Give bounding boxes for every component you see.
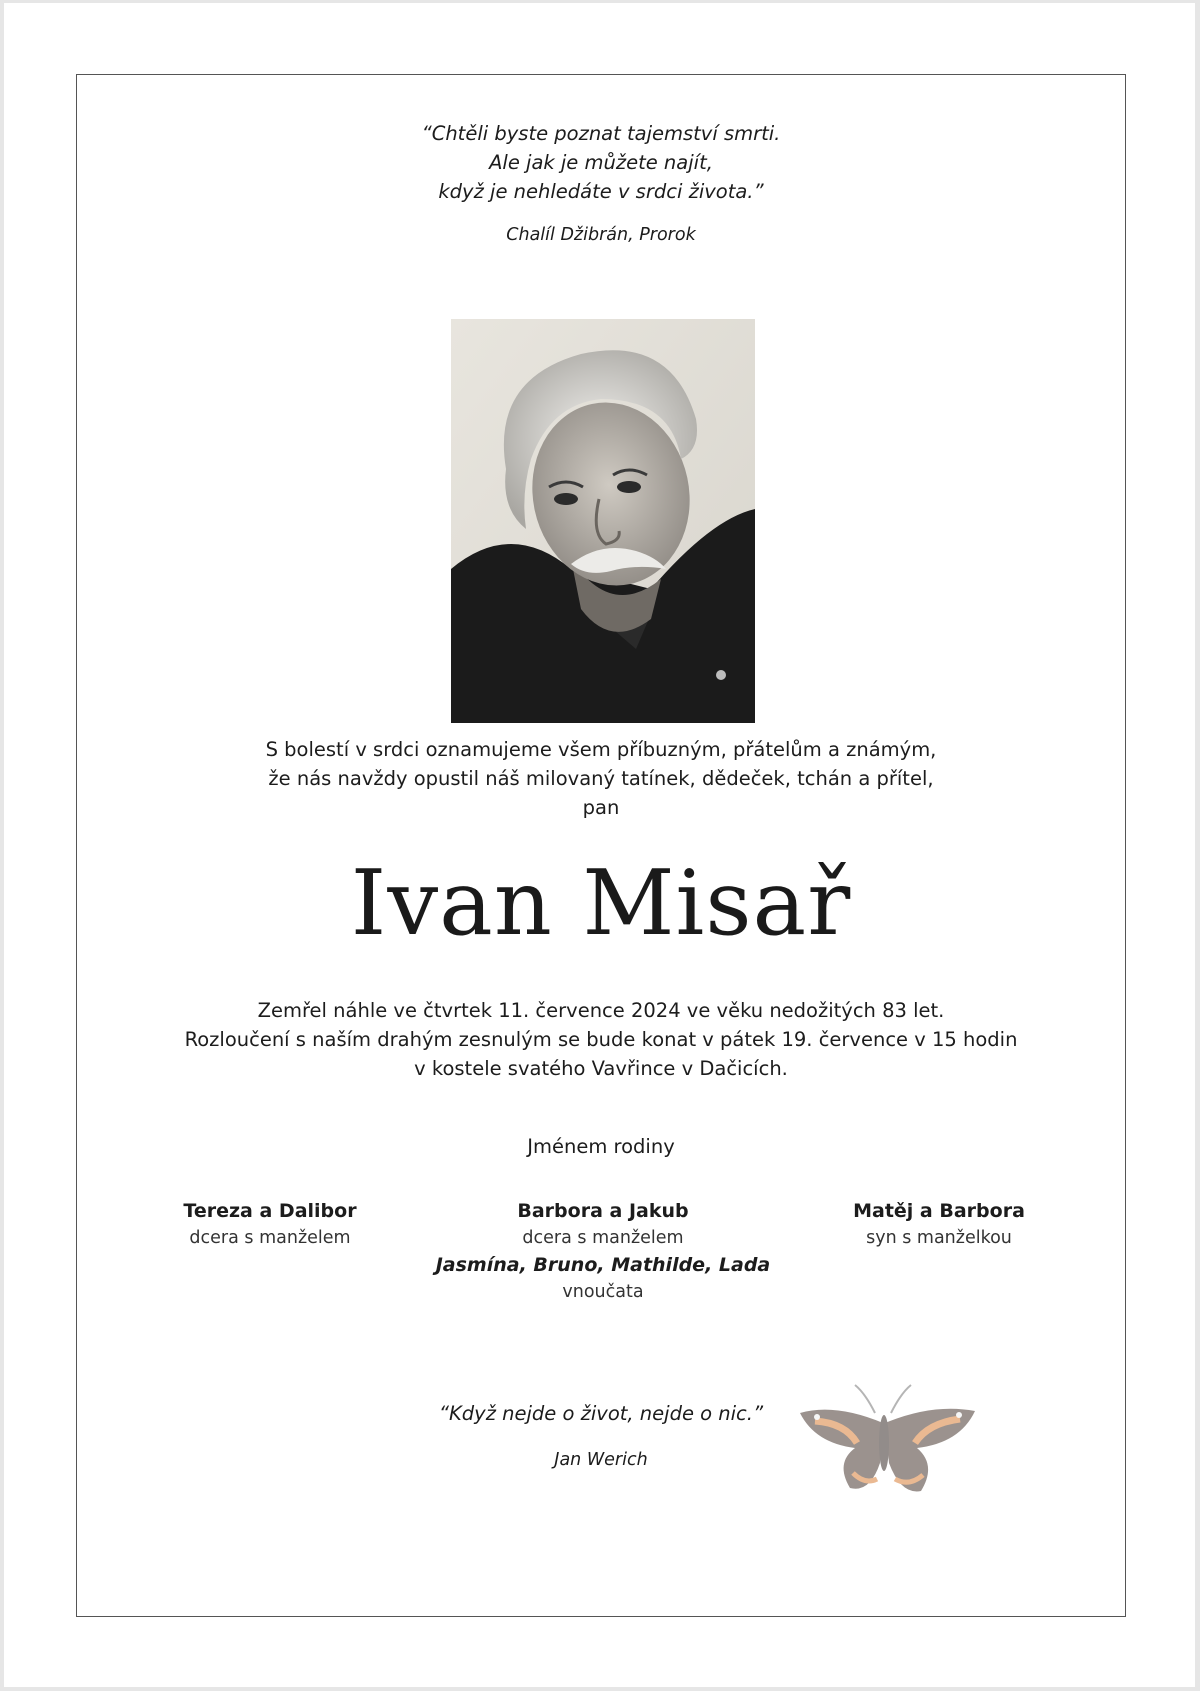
- family-member-name: Tereza a Dalibor: [183, 1200, 357, 1222]
- death-notice-line: v kostele svatého Vavřince v Dačicích.: [414, 1057, 788, 1080]
- grandchildren: [403, 1251, 803, 1305]
- family-member-name: Matěj a Barbora: [853, 1200, 1025, 1222]
- family-member: [120, 1197, 420, 1251]
- deceased-name: Ivan Misař: [350, 851, 852, 956]
- top-quote-line: když je nehledáte v srdci života.”: [438, 180, 764, 203]
- grandchildren-relation: vnoučata: [562, 1282, 644, 1302]
- portrait-photo: [451, 319, 755, 723]
- top-quote-line: Ale jak je můžete najít,: [489, 151, 713, 174]
- top-quote-line: “Chtěli byste poznat tajemství smrti.: [421, 122, 781, 145]
- top-quote-author: Chalíl Džibrán, Prorok: [506, 225, 696, 245]
- intro-line: S bolestí v srdci oznamujeme všem příbuzným, přátelům a známým,: [265, 738, 937, 761]
- family-member-relation: dcera s manželem: [189, 1228, 351, 1248]
- intro-line: pan: [582, 796, 620, 819]
- family-label: Jménem rodiny: [527, 1135, 675, 1158]
- grandchildren-names: Jasmína, Bruno, Mathilde, Lada: [435, 1254, 771, 1276]
- bottom-quote-author: Jan Werich: [554, 1450, 648, 1470]
- family-member: [453, 1197, 753, 1251]
- death-notice-line: Zemřel náhle ve čtvrtek 11. července 2024 ve věku nedožitých 83 let.: [257, 999, 945, 1022]
- intro-line: že nás navždy opustil náš milovaný tatínek, dědeček, tchán a přítel,: [268, 767, 934, 790]
- obituary-page: [4, 3, 1195, 1687]
- family-member-name: Barbora a Jakub: [517, 1200, 689, 1222]
- death-notice: [77, 996, 1125, 1083]
- page-frame: [76, 74, 1126, 1617]
- bottom-quote: “Když nejde o život, nejde o nic.”: [438, 1402, 764, 1425]
- family-member: [789, 1197, 1089, 1251]
- family-member-relation: dcera s manželem: [522, 1228, 684, 1248]
- death-notice-line: Rozloučení s naším drahým zesnulým se bude konat v pátek 19. července v 15 hodin: [184, 1028, 1018, 1051]
- intro-text: [77, 735, 1125, 822]
- top-quote: [77, 119, 1125, 206]
- family-member-relation: syn s manželkou: [866, 1228, 1012, 1248]
